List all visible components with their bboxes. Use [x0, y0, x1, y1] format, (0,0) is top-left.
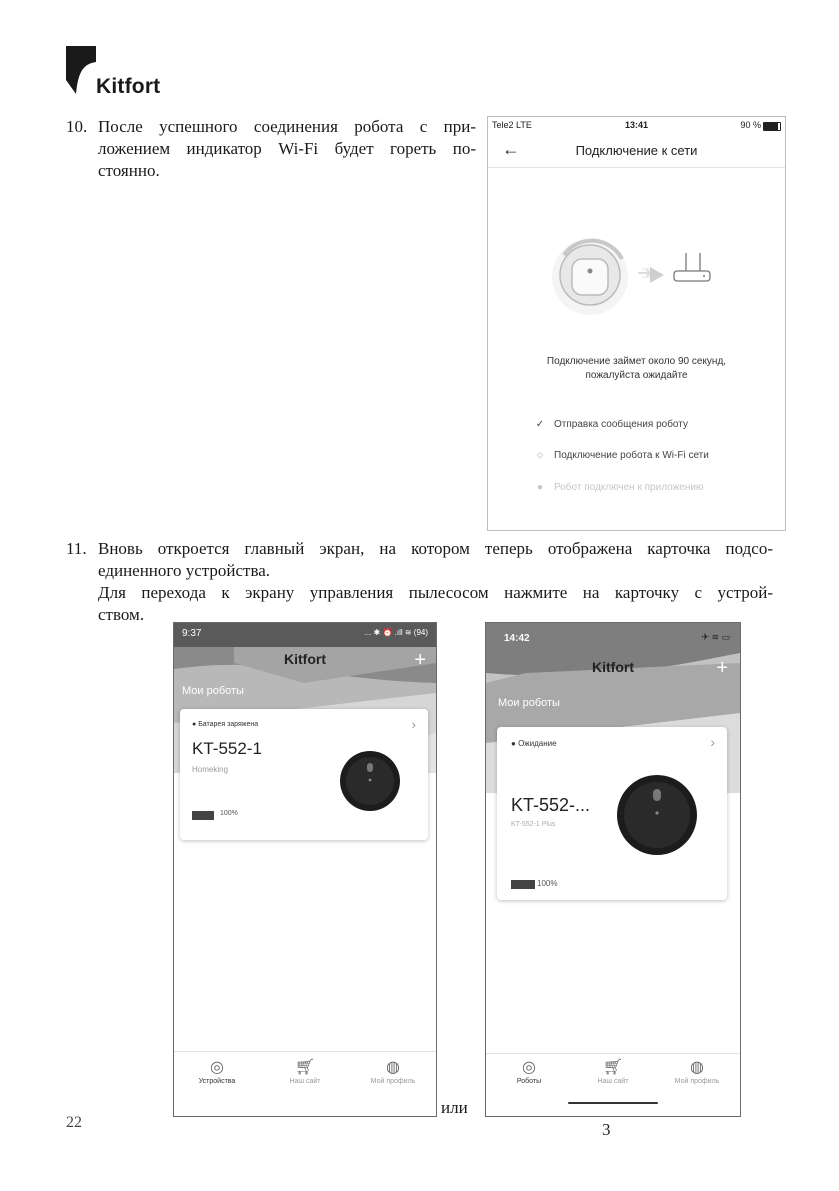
phone-screenshot-android	[173, 622, 437, 1117]
status-time: 14:42	[504, 633, 530, 644]
battery-gauge	[192, 811, 214, 820]
tab-label: Наш сайт	[289, 1078, 321, 1085]
robot-model: KT-552-1	[192, 739, 262, 758]
tab-label: Устройства	[198, 1078, 236, 1085]
add-robot-icon[interactable]: +	[414, 649, 426, 671]
profile-icon: ◍	[386, 1059, 400, 1076]
robot-status: ● Ожидание	[511, 739, 557, 748]
robot-card[interactable]	[180, 709, 428, 840]
step-wifi-connect	[532, 450, 709, 461]
robot-model: KT-552-...	[511, 795, 591, 815]
phone-screenshot-ios	[485, 622, 741, 1117]
app-brand: Kitfort	[284, 651, 326, 667]
tab-profile[interactable]	[358, 1058, 428, 1085]
spinner-icon: ◌	[537, 450, 543, 461]
waiting-line: пожалуйста ожидайте	[585, 370, 688, 381]
battery-gauge	[511, 880, 535, 889]
tab-label: Мой профиль	[674, 1078, 720, 1085]
battery-percent: 100%	[220, 810, 238, 817]
add-robot-icon[interactable]: +	[716, 657, 728, 679]
tab-devices[interactable]	[182, 1058, 252, 1085]
tab-bar	[174, 1051, 436, 1116]
robot-vendor: KT-552-1 Plus	[511, 821, 556, 828]
chevron-right-icon: ›	[710, 734, 715, 750]
robot-status-text: Ожидание	[518, 739, 557, 748]
step-11-text	[98, 538, 773, 626]
tab-label: Роботы	[516, 1078, 542, 1085]
step-10-line: После успешного соединения робота с при-	[98, 117, 476, 136]
robot-vacuum-icon	[339, 750, 401, 812]
status-bar	[488, 117, 785, 135]
carrier-label: Tele2 LTE	[492, 120, 532, 130]
connector-word: или	[441, 1098, 468, 1117]
step-label: Отправка сообщения роботу	[554, 419, 688, 430]
robot-vendor: Homeking	[192, 765, 229, 774]
home-indicator	[568, 1102, 658, 1104]
robot-tab-icon: ◎	[210, 1059, 224, 1076]
cart-icon: 🛒︎	[294, 1059, 316, 1076]
checkmark-icon: ✓	[535, 419, 545, 430]
waiting-line: Подключение займет около 90 секунд,	[546, 356, 727, 367]
waiting-message	[488, 355, 785, 383]
section-title: Мои роботы	[498, 697, 560, 709]
phone-screenshot-connection	[487, 116, 786, 531]
step-11-line: ством.	[98, 605, 145, 624]
battery-percent: 100%	[537, 879, 558, 888]
app-brand: Kitfort	[592, 659, 634, 675]
tab-website[interactable]	[270, 1058, 340, 1085]
step-10-number: 10.	[66, 117, 88, 136]
cart-icon: 🛒︎	[602, 1059, 624, 1076]
step-10-line: стоянно.	[98, 161, 160, 180]
battery-icon	[763, 122, 781, 131]
nav-bar	[488, 135, 785, 168]
robot-status: ● Батарея заряжена	[192, 721, 259, 728]
robot-to-router-illustration	[546, 237, 726, 317]
step-10-text	[98, 116, 476, 182]
robot-status-text: Батарея заряжена	[198, 721, 259, 728]
tab-profile[interactable]	[662, 1058, 732, 1085]
tab-label: Мой профиль	[370, 1078, 416, 1085]
pending-dot-icon: ●	[536, 482, 544, 493]
page-number-left: 22	[66, 1114, 82, 1131]
robot-vacuum-icon	[615, 773, 699, 857]
step-label: Робот подключен к приложению	[554, 482, 704, 493]
kitfort-logo-icon	[66, 46, 96, 94]
status-icons: ... ✱ ⏰ .ıll ≋ (94)	[364, 628, 428, 637]
tab-website[interactable]	[578, 1058, 648, 1085]
step-11-line: Для перехода к экрану управления пылесосом нажмите на карточку с устрой-	[98, 583, 773, 602]
robot-card[interactable]	[497, 727, 727, 900]
section-title: Мои роботы	[182, 685, 244, 697]
status-time: 9:37	[182, 628, 202, 639]
robot-tab-icon: ◎	[522, 1059, 536, 1076]
page-number-right: 3	[602, 1120, 611, 1139]
step-10-line: ложением индикатор Wi-Fi будет гореть по-	[98, 139, 476, 158]
profile-icon: ◍	[690, 1059, 704, 1076]
tab-label: Наш сайт	[597, 1078, 629, 1085]
step-11-number: 11.	[66, 539, 87, 558]
tab-bar	[486, 1053, 740, 1116]
step-11-line: единенного устройства.	[98, 561, 271, 580]
status-icons: ✈ ≋ ▭	[701, 632, 730, 642]
step-label: Подключение робота к Wi-Fi сети	[554, 450, 709, 461]
step-app-connected	[532, 482, 703, 493]
back-arrow-icon[interactable]: ←	[502, 139, 520, 159]
page-title: Подключение к сети	[575, 143, 698, 158]
status-time: 13:41	[624, 120, 649, 130]
step-11-line: Вновь откроется главный экран, на котором теперь отображена карточка подсо-	[98, 539, 773, 558]
brand-name: Kitfort	[96, 75, 161, 98]
chevron-right-icon: ›	[411, 717, 416, 732]
step-send-message	[532, 419, 688, 430]
battery-percent: 90 %	[740, 120, 761, 130]
tab-robots[interactable]	[494, 1058, 564, 1085]
